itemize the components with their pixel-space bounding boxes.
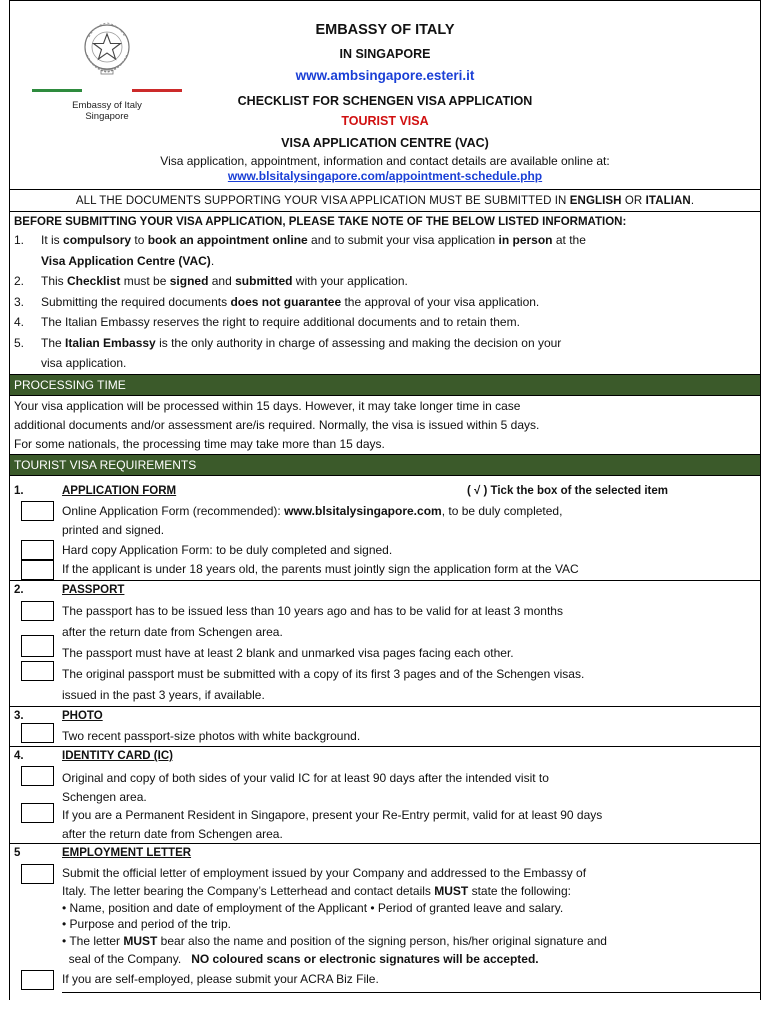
rule-text [41, 292, 539, 313]
requirement-application-form [10, 476, 760, 580]
rule-bold: compulsory [63, 233, 132, 247]
requirement-heading [10, 747, 760, 767]
rule-part: at the [552, 233, 586, 247]
rule-text [41, 271, 408, 292]
row-text: state the following: [468, 884, 571, 898]
checkbox-employment-letter[interactable] [21, 864, 54, 884]
flag-white [82, 89, 132, 92]
rule-item [14, 292, 760, 313]
checkbox-passport-pages[interactable] [21, 635, 54, 657]
requirement-number: 2. [14, 583, 24, 596]
rule-bold: signed [169, 274, 209, 288]
row-bold: MUST [434, 884, 469, 898]
italian-flag-stripe [32, 89, 182, 92]
processing-line: For some nationals, the processing time may take more than 15 days. [14, 436, 385, 451]
vac-title: VISA APPLICATION CENTRE (VAC) [281, 136, 489, 150]
flag-red [132, 89, 182, 92]
rule-part: is the only authority in charge of assessing and making the decision on your [155, 335, 562, 350]
rule-bold: does not guarantee [230, 294, 342, 309]
row-text: , to be duly completed, [441, 503, 563, 518]
requirements-header: TOURIST VISA REQUIREMENTS [10, 454, 760, 476]
employment-bullet [10, 950, 760, 968]
rule-part: the approval of your visa application. [341, 294, 540, 309]
flag-green [32, 89, 82, 92]
visa-type-title: TOURIST VISA [341, 114, 429, 128]
rule-text [41, 230, 586, 271]
requirement-heading [10, 707, 760, 727]
row-text: Original and copy of both sides of your valid IC for at least 90 days after the intended visit to [62, 771, 549, 785]
requirement-number: 4. [14, 750, 24, 762]
requirement-photo [10, 706, 760, 747]
row-text: bear also the name and position of the signing person, his/her original signature and [157, 934, 607, 948]
rule-part: visa application. [41, 356, 127, 370]
processing-line: Your visa application will be processed within 15 days. However, it may take longer time in case [14, 398, 521, 413]
rule-bold: book an appointment online [147, 233, 308, 247]
row-text: • The letter [62, 934, 124, 948]
rule-part: with your application. [292, 274, 408, 288]
checkbox-passport-validity[interactable] [21, 601, 54, 621]
requirement-row [10, 767, 760, 806]
checklist-title: CHECKLIST FOR SCHENGEN VISA APPLICATION [237, 94, 533, 108]
rule-text [41, 333, 561, 374]
processing-time-text [10, 396, 760, 454]
embassy-title: EMBASSY OF ITALY [315, 22, 455, 38]
checkbox-self-employed[interactable] [21, 970, 54, 990]
italian-emblem-icon [79, 17, 135, 77]
row-text: printed and signed. [62, 523, 165, 537]
row-text: The passport has to be issued less than 10 years ago and has to be valid for at least 3 months [62, 603, 563, 618]
requirement-row [10, 541, 760, 561]
rule-number: 3. [14, 294, 25, 309]
requirement-title: PASSPORT [62, 583, 125, 596]
embassy-subtitle: IN SINGAPORE [339, 47, 431, 61]
requirement-row [10, 643, 760, 664]
rule-part: and [208, 274, 236, 288]
rule-part: and to submit your visa application [307, 233, 499, 247]
rule-part: . [210, 253, 215, 268]
rule-bold: Visa Application Centre (VAC) [41, 253, 211, 268]
requirement-heading [10, 476, 760, 502]
row-bold: MUST [123, 934, 158, 948]
checklist-page [9, 0, 761, 1000]
requirement-row [10, 864, 760, 900]
rule-part: This [41, 274, 68, 288]
banner-italian: ITALIAN [645, 195, 691, 207]
document-header [10, 1, 760, 189]
requirement-row [10, 601, 760, 643]
rule-bold: submitted [235, 274, 293, 288]
requirement-row [10, 502, 760, 541]
row-text: Online Application Form (recommended): [62, 503, 285, 518]
rule-item [14, 333, 760, 374]
row-text: Hard copy Application Form: to be duly completed and signed. [62, 542, 393, 557]
requirement-row [10, 968, 760, 990]
requirement-row [10, 806, 760, 843]
vac-info-text: Visa application, appointment, information and contact details are available online at: [160, 154, 610, 168]
logo-caption-line1: Embassy of Italy [72, 100, 142, 111]
employment-bullet [10, 932, 760, 950]
row-text: The original passport must be submitted with a copy of its first 3 pages and of the Schengen visas. [62, 666, 585, 681]
requirement-employment-letter [10, 843, 760, 993]
banner-or: OR [621, 195, 646, 207]
banner-english: ENGLISH [569, 195, 622, 207]
rule-bold: in person [498, 233, 553, 247]
processing-line: additional documents and/or assessment are/is required. Normally, the visa is issued within 5 days. [14, 417, 540, 432]
embassy-website-link[interactable]: www.ambsingapore.esteri.it [295, 68, 475, 83]
rule-number: 4. [14, 315, 25, 329]
requirement-number: 5 [14, 847, 21, 859]
row-bold: www.blsitalysingapore.com [284, 503, 442, 518]
row-text: seal of the Company. [62, 952, 192, 966]
row-text: after the return date from Schengen area. [62, 624, 283, 639]
checkbox-under-18[interactable] [21, 560, 54, 580]
embassy-logo [32, 17, 182, 122]
row-text: after the return date from Schengen area. [62, 826, 283, 841]
checkbox-passport-copy[interactable] [21, 661, 54, 681]
requirement-heading [10, 844, 760, 864]
requirement-title: PHOTO [62, 709, 103, 722]
row-text: The passport must have at least 2 blank and unmarked visa pages facing each other. [62, 645, 514, 660]
rule-number: 1. [14, 233, 25, 247]
rule-number: 2. [14, 274, 25, 288]
requirement-row [10, 560, 760, 580]
banner-text: ALL THE DOCUMENTS SUPPORTING YOUR VISA APPLICATION MUST BE SUBMITTED IN [75, 195, 570, 207]
processing-time-header: PROCESSING TIME [10, 374, 760, 396]
rule-part: The [41, 335, 66, 350]
row-text: issued in the past 3 years, if available. [62, 687, 265, 702]
rule-number: 5. [14, 335, 25, 350]
rule-part: to [131, 233, 148, 247]
rule-bold: Italian Embassy [65, 335, 156, 350]
rule-item [14, 271, 760, 292]
requirement-row [10, 664, 760, 706]
row-text: If you are self-employed, please submit your ACRA Biz File. [62, 972, 379, 986]
requirement-title: IDENTITY CARD (IC) [62, 750, 173, 762]
language-banner [10, 189, 760, 212]
row-text: Submit the official letter of employment issued by your Company and addressed to the Embassy of [62, 866, 587, 880]
requirement-title: APPLICATION FORM [62, 484, 177, 497]
rule-text: The Italian Embassy reserves the right to require additional documents and to retain them. [41, 315, 520, 329]
requirement-passport [10, 580, 760, 706]
row-text: Italy. The letter bearing the Company’s Letterhead and contact details [62, 884, 435, 898]
logo-caption [32, 100, 182, 122]
requirement-number: 1. [14, 484, 24, 497]
row-bold: NO coloured scans or electronic signatures will be accepted. [191, 952, 539, 966]
row-text: Schengen area. [62, 789, 147, 804]
rule-part: It is [41, 233, 64, 247]
requirement-heading [10, 581, 760, 601]
tick-instruction: ( √ ) Tick the box of the selected item [466, 484, 668, 497]
rule-item [14, 230, 760, 271]
rule-part: must be [120, 274, 170, 288]
employment-bullet: • Name, position and date of employment of the Applicant • Period of granted leave and salary. [62, 901, 564, 915]
checkbox-online-form[interactable] [21, 501, 54, 521]
row-text: If the applicant is under 18 years old, the parents must jointly sign the application form at the VAC [62, 562, 579, 576]
logo-caption-line2: Singapore [85, 111, 129, 122]
vac-appointment-link[interactable]: www.blsitalysingapore.com/appointment-schedule.php [227, 169, 543, 183]
rule-item [14, 312, 760, 333]
requirement-row [10, 727, 760, 747]
rules-list [10, 230, 760, 374]
rule-part: Submitting the required documents [41, 294, 231, 309]
requirement-identity-card [10, 746, 760, 843]
checkbox-hardcopy-form[interactable] [21, 540, 54, 560]
checkbox-photo[interactable] [21, 723, 54, 743]
employment-bullet: • Purpose and period of the trip. [62, 917, 231, 931]
row-text: If you are a Permanent Resident in Singapore, present your Re-Entry permit, valid for at least 90 days [62, 808, 603, 822]
rule-bold: Checklist [67, 274, 121, 288]
before-submitting-heading: BEFORE SUBMITTING YOUR VISA APPLICATION, PLEASE TAKE NOTE OF THE BELOW LISTED INFORMATION: [14, 216, 627, 228]
row-text: Two recent passport-size photos with white background. [62, 728, 361, 743]
requirement-number: 3. [14, 709, 24, 722]
checkbox-ic-copy[interactable] [21, 766, 54, 786]
banner-end: . [690, 195, 695, 207]
bottom-rule [62, 992, 760, 993]
requirement-title: EMPLOYMENT LETTER [62, 847, 192, 859]
checkbox-re-entry-permit[interactable] [21, 803, 54, 823]
